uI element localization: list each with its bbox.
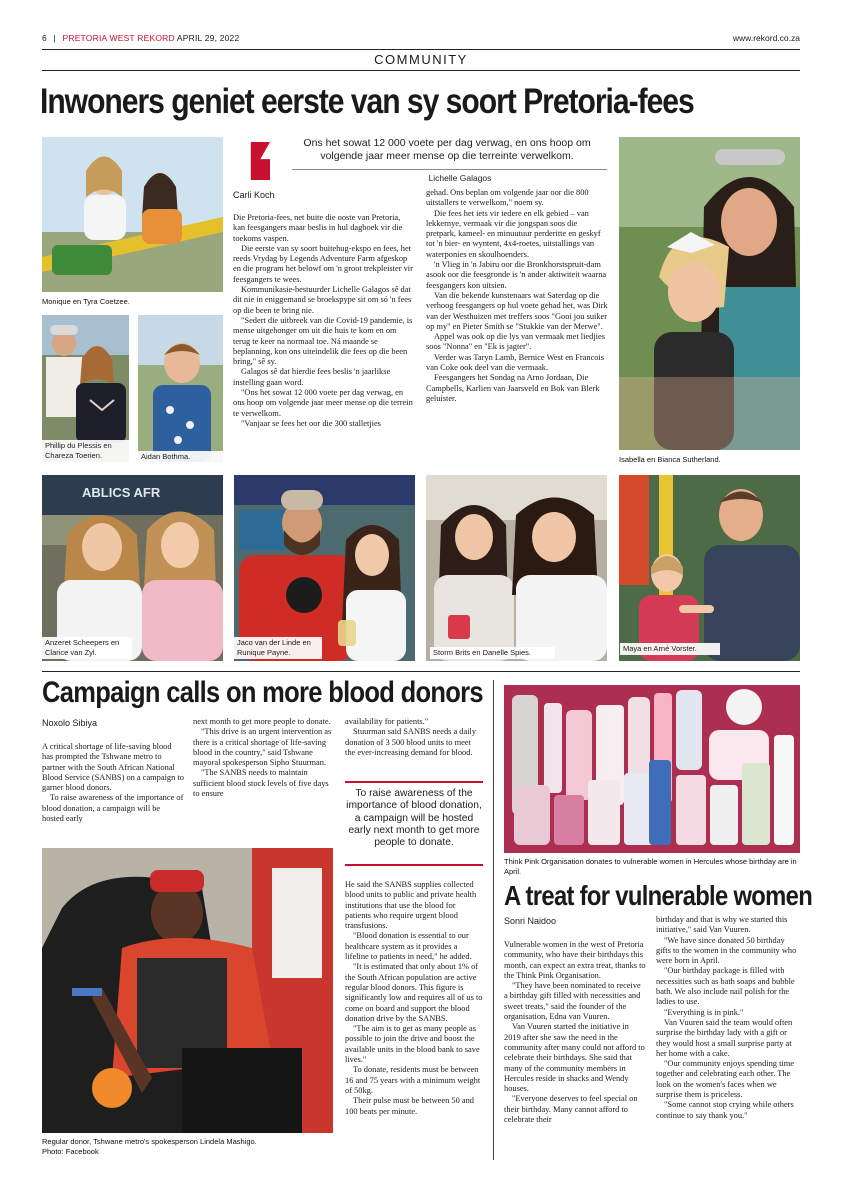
paragraph: Feesgangers het Sondag na Arno Jordaan, Die Campbells, Karlien van Jaarsveld en Bok van Blerk geluister.: [426, 373, 600, 403]
story3-col1: [504, 940, 646, 1125]
paragraph: "We have since donated 50 birthday gifts to the women in the community who were born in April.: [656, 935, 797, 966]
photo-isabella-bianca: [619, 137, 800, 450]
paragraph: Vulnerable women in the west of Pretoria community, who have their birthdays this month, can expect an extra treat, thanks to the Think Pink Organisation.: [504, 940, 646, 980]
photo-sign-text: ABLICS AFR: [82, 485, 161, 500]
paragraph: Van die bekende kunstenaars wat Saterdag op die verhoog feesgangers op hul voete gehad het, was Dirk van der Westhuizen met treffers soos "Gooi jou suiker op my" en Pieter Smith se "Stukkie van der Merwe".: [426, 290, 608, 331]
photo-jaco-runique: [234, 475, 415, 661]
website-url: www.rekord.co.za: [732, 33, 800, 43]
paragraph: Die eerste van sy soort buitehug-ekspo en fees, het reeds Vrydag by Legends Adventure Farm afgeskop en die program het belowf om 'n groot trekpleister vir feesgangers te wees.: [233, 243, 413, 284]
story3-byline: Sonri Naidoo: [504, 916, 557, 926]
story2-byline: Noxolo Sibiya: [42, 718, 98, 728]
paragraph: "It is estimated that only about 1% of the South African population are active regular blood donors. This figure is significantly low and requires all of us to come on board and support the blood donation drive by the SANBS.: [345, 962, 483, 1023]
paragraph: "Ons het sowat 12 000 voete per dag verwag, en ons hoop om volgende jaar meer mense op die terrein te verwelkom.: [233, 388, 413, 418]
photo-aidan: [138, 315, 223, 462]
paragraph: "Vanjaar se fees het oor die 300 stalletjies: [241, 418, 381, 428]
paragraph: Stuurman said SANBS needs a daily donation of 3 500 blood units to meet the ever-increasing demand for blood.: [345, 727, 477, 757]
story3-col2: [656, 915, 800, 1121]
photo-think-pink-products: [504, 685, 800, 853]
quote-mark-icon: [246, 142, 270, 180]
story1-col2: [426, 188, 608, 404]
caption-line: Regular donor, Tshwane metro's spokesperson Lindela Mashigo.: [42, 1137, 257, 1146]
paragraph: 'n Vlieg in 'n Jabiru oor die Bronkhorstspruit-dam asook oor die feesgronde is 'n ander aktiwiteit waarna feesgangers kon uitsien.: [426, 260, 607, 290]
story2-caption: [42, 1137, 257, 1157]
paragraph: Van Vuuren started the initiative in 2019 after she saw the need in the community after many could not afford to celebrate their birthdays. She said that many of the community members in Hercules reside in shacks and Wendy houses.: [504, 1022, 645, 1094]
paragraph: Galagos sê dat hierdie fees beslis 'n jaarlikse instelling gaan word.: [233, 367, 391, 387]
story2-col1: [42, 742, 184, 824]
story2-headline: Campaign calls on more blood donors: [42, 676, 483, 709]
paragraph: A critical shortage of life-saving blood has prompted the Tshwane metro to partner with the South African National Blood Service (SANBS) on a campaign to garner blood donors.: [42, 742, 184, 793]
publication-name: PRETORIA WEST REKORD: [62, 33, 175, 43]
paragraph: "Blood donation is essential to our healthcare system as it provides a lifeline to patients in need," he added.: [345, 931, 472, 962]
photo-anzeret-clarice: [42, 475, 223, 661]
caption-p3: Aidan Bothma.: [138, 451, 223, 463]
section-rule: [42, 70, 800, 71]
paragraph: gehad. Ons beplan om volgende jaar oor die 800 uitstallers te verwelkom," noem sy.: [426, 188, 589, 208]
story1-headline: Inwoners geniet eerste van sy soort Pretoria-fees: [40, 82, 694, 121]
paragraph: "Some cannot stop crying while others continue to say thank you.": [656, 1100, 794, 1120]
caption-p1: Monique en Tyra Coetzee.: [42, 297, 130, 306]
header-separator: |: [53, 33, 56, 43]
story3-headline: A treat for vulnerable women: [504, 880, 813, 911]
paragraph: "The aim is to get as many people as possible to join the drive and boost the available units in the blood bank to save lives.": [345, 1024, 480, 1065]
paragraph: Kommunikasie-bestuurder Lichelle Galagos sê dat dit nie in eniggemand se broekspype sit om só 'n fees op die been te bring nie.: [233, 285, 412, 315]
story2-col3-bottom: [345, 880, 483, 1117]
caption-p2: Phillip du Plessis en Chareza Toerien.: [42, 440, 129, 462]
photo-maya-arne: [619, 475, 800, 661]
photo-blood-donor: [42, 848, 333, 1133]
paragraph: next month to get more people to donate.: [193, 717, 331, 726]
paragraph: availability for patients.": [345, 717, 429, 726]
paragraph: "This drive is an urgent intervention as there is a critical shortage of life-saving blood in the country," said Tshwane mayoral spokesperson Sipho Stuurman.: [193, 727, 332, 768]
caption-p7: Storm Brits en Danelle Spies.: [430, 647, 555, 659]
paragraph: "Sedert die uitbreek van die Covid-19 pandemie, is mense uitgehonger om uit die huis te kom en om terug te keer na normaal toe. Ná maande se beplanning, kon ons uiteindelik die fees op die been bring," sê sy.: [233, 315, 413, 367]
story1-pull-attribution: Lichelle Galagos: [428, 173, 492, 183]
paragraph: He said the SANBS supplies collected blood units to public and private health institutions that use the blood for patients who require urgent blood transfusions.: [345, 880, 477, 931]
column-divider: [493, 680, 494, 1160]
story3-photo-caption: Think Pink Organisation donates to vulnerable women in Hercules whose birthday are in April.: [504, 857, 797, 876]
paragraph: Appel was ook op die lys van vermaak met liedjies soos "Nonna" en "Ek is jagter".: [426, 332, 605, 352]
paragraph: To raise awareness of the importance of blood donation, a campaign will be hosted early: [42, 793, 184, 824]
section-title: COMMUNITY: [374, 52, 468, 67]
story-divider: [42, 671, 800, 672]
paragraph: Die Pretoria-fees, net buite die ooste van Pretoria, kan feesgangers maar beslis in hul dagboek vir die toekoms vaspen.: [233, 213, 403, 243]
photo-credit: Photo: Facebook: [42, 1147, 99, 1156]
page-number: 6: [42, 33, 47, 43]
paragraph: Verder was Taryn Lamb, Bernice West en Francois van Coke ook deel van die vermaak.: [426, 352, 605, 373]
paragraph: birthday and that is why we started this initiative," said Van Vuuren.: [656, 915, 788, 935]
paragraph: "The SANBS needs to maintain sufficient blood stock levels of five days to ensure: [193, 768, 329, 799]
story2-col3-top: [345, 717, 483, 758]
pull-quote-rule: [292, 169, 607, 170]
pull-rule-bottom: [345, 864, 483, 866]
caption-p4: Isabella en Bianca Sutherland.: [619, 455, 721, 464]
story2-pull-quote: To raise awareness of the importance of blood donation, a campaign will be hosted early next month to get more people to donate.: [346, 788, 482, 849]
issue-date: APRIL 29, 2022: [176, 33, 240, 43]
header-rule: [42, 49, 800, 50]
paragraph: "They have been nominated to receive a birthday gift filled with necessities and sweet treats," said the founder of the organisation, Edna van Vuuren.: [504, 981, 641, 1022]
page-header: [42, 33, 239, 43]
paragraph: To donate, residents must be between 16 and 75 years with a minimum weight of 50kg.: [345, 1065, 481, 1095]
paragraph: Their pulse must be between 50 and 100 beats per minute.: [345, 1096, 474, 1116]
story1-col1: [233, 213, 413, 429]
story2-col2: [193, 717, 336, 799]
story1-pull-quote: Ons het sowat 12 000 voete per dag verwag, en ons hoop om volgende jaar meer mense op die terreinte verwelkom.: [303, 137, 591, 162]
story1-byline: Carli Koch: [233, 190, 275, 200]
caption-p5: Anzeret Scheepers en Clarice van Zyl.: [42, 637, 132, 659]
paragraph: "Everything is in pink.": [664, 1007, 744, 1017]
paragraph: Die fees het iets vir iedere en elk gebied – van lekkernye, vermaak vir die jongspan soos die pretpark, kameel- en minuutuur perderitte en geskyf tot 'n bier- en wyntent, 4x4-roetes, uitstallings van waterponies en skoulhoenders.: [426, 208, 601, 259]
pull-rule-top: [345, 781, 483, 783]
photo-storm-danelle: [426, 475, 607, 661]
caption-p8: Maya en Arné Vorster.: [620, 643, 720, 655]
caption-p6: Jaco van der Linde en Runique Payne.: [234, 637, 322, 659]
paragraph: Van Vuuren said the team would often surprise the birthday lady with a gift or they would host a small surprise party at her home with a cake.: [656, 1017, 793, 1058]
paragraph: "Everyone deserves to feel special on their birthday. Many cannot afford to celebrate their: [504, 1094, 638, 1125]
paragraph: "Our birthday package is filled with necessities such as bath soaps and bubble bath. We also include nail polish for the ladies to use.: [656, 966, 795, 1007]
paragraph: "Our community enjoys spending time together and celebrating each other. The look on the women's faces when we surprise them is priceless.: [656, 1059, 794, 1100]
photo-monique-tyra: [42, 137, 223, 292]
